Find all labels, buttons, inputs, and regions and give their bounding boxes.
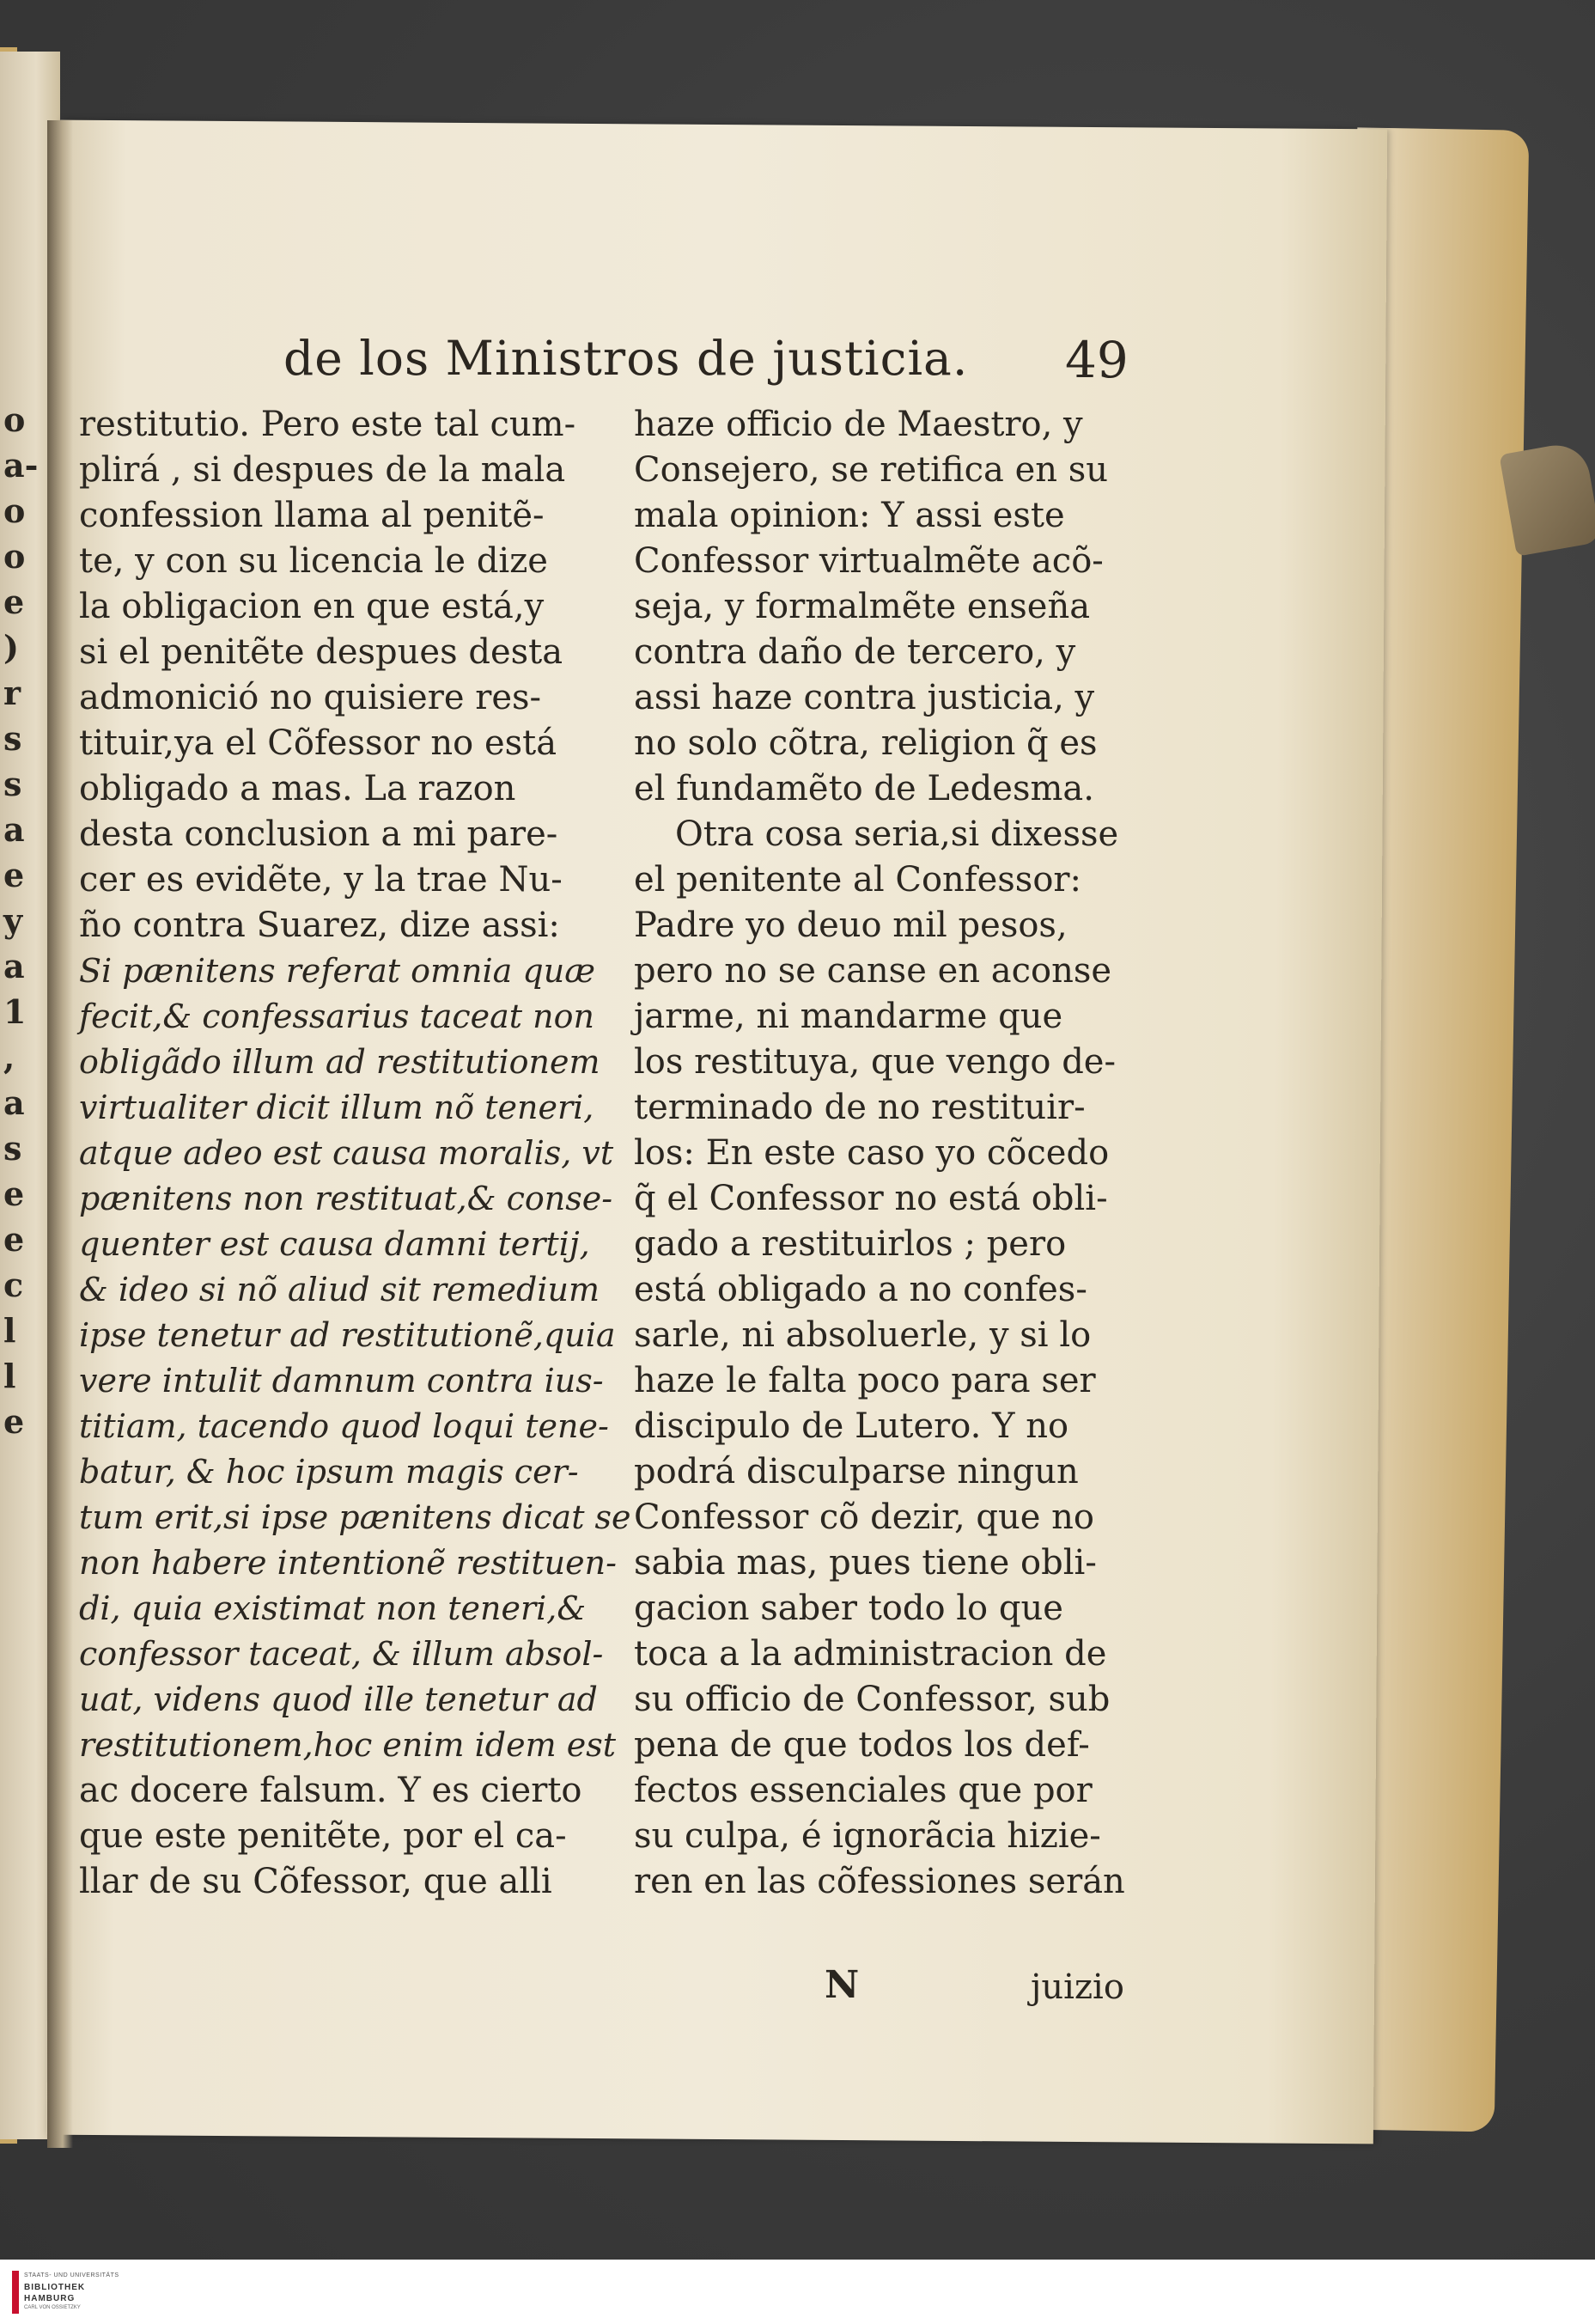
text-line: fecit,& confessarius taceat non — [79, 997, 594, 1035]
text-line: ipse tenetur ad restitutionẽ,quia — [79, 1316, 616, 1354]
text-line: admonició no quisiere res- — [79, 678, 542, 717]
text-line: sabia mas, pues tiene obli- — [634, 1543, 1097, 1583]
text-line: Otra cosa seria,si dixesse — [675, 814, 1119, 854]
text-line: obligado a mas. La razon — [79, 769, 516, 808]
text-line: si el penitẽte despues desta — [79, 632, 563, 672]
text-line: fectos essenciales que por — [634, 1771, 1093, 1810]
verso-fragment: 1 — [3, 992, 27, 1031]
text-line: Confessor cõ dezir, que no — [634, 1497, 1094, 1537]
verso-fragment: , — [3, 1038, 15, 1077]
text-line: los: En este caso yo cõcedo — [634, 1133, 1110, 1173]
verso-fragment: e — [3, 1174, 25, 1213]
text-line: tituir,ya el Cõfessor no está — [79, 723, 557, 763]
text-line: discipulo de Lutero. Y no — [634, 1406, 1069, 1446]
text-line: & ideo si nõ aliud sit remedium — [79, 1271, 600, 1308]
verso-fragment: ) — [3, 628, 19, 667]
text-line: la obligacion en que está,y — [79, 587, 545, 626]
logo-bar — [12, 2271, 19, 2314]
verso-fragment: s — [3, 765, 22, 803]
catchword: juizio — [1031, 1967, 1124, 2007]
library-logo — [12, 2271, 119, 2314]
text-line: ac docere falsum. Y es cierto — [79, 1771, 582, 1810]
verso-fragment: e — [3, 583, 25, 621]
text-line: el penitente al Confessor: — [634, 860, 1081, 900]
verso-fragment: y — [3, 901, 23, 940]
text-line: ño contra Suarez, dize assi: — [79, 906, 560, 945]
text-line: gado a restituirlos ; pero — [634, 1224, 1067, 1264]
text-line: los restituya, que vengo de- — [634, 1042, 1116, 1082]
verso-fragment: o — [3, 537, 26, 576]
text-line: sarle, ni absoluerle, y si lo — [634, 1315, 1092, 1355]
leather-tab — [1499, 440, 1595, 557]
text-line: uat, videns quod ille tenetur ad — [79, 1680, 598, 1718]
text-line: non habere intentionẽ restituen- — [79, 1544, 617, 1582]
verso-fragment: c — [3, 1266, 24, 1304]
text-line: plirá , si despues de la mala — [79, 450, 566, 490]
text-line: desta conclusion a mi pare- — [79, 814, 558, 854]
text-line: mala opinion: Y assi este — [634, 496, 1065, 535]
verso-fragment: r — [3, 674, 21, 712]
text-line: vere intulit damnum contra ius- — [79, 1362, 604, 1400]
text-line: su culpa, é ignorãcia hizie- — [634, 1816, 1101, 1856]
verso-fragment: l — [3, 1357, 16, 1395]
text-line: assi haze contra justicia, y — [634, 678, 1095, 717]
verso-fragment: a — [3, 947, 25, 985]
text-line: Si pænitens referat omnia quæ — [79, 952, 595, 990]
text-line: quenter est causa damni tertij, — [79, 1225, 590, 1263]
verso-fragment: s — [3, 719, 22, 758]
verso-fragment: a- — [3, 446, 39, 485]
text-line: Padre yo deuo mil pesos, — [634, 906, 1068, 945]
logo-line-2: BIBLIOTHEK — [24, 2283, 86, 2292]
verso-fragment: e — [3, 856, 25, 894]
text-line: te, y con su licencia le dize — [79, 541, 548, 581]
page-number: 49 — [1065, 331, 1129, 389]
signature-mark: N — [825, 1963, 860, 2007]
text-line: haze officio de Maestro, y — [634, 405, 1083, 444]
text-line: su officio de Confessor, sub — [634, 1680, 1111, 1719]
text-line: gacion saber todo lo que — [634, 1589, 1063, 1628]
text-line: batur, & hoc ipsum magis cer- — [79, 1453, 579, 1491]
text-line: que este penitẽte, por el ca- — [79, 1816, 567, 1856]
text-column-left — [79, 402, 631, 1905]
verso-fragment: a — [3, 1083, 25, 1122]
text-line: contra daño de tercero, y — [634, 632, 1076, 672]
verso-fragment: l — [3, 1311, 16, 1350]
text-line: ren en las cõfessiones serán — [634, 1862, 1125, 1901]
verso-fragment: o — [3, 400, 26, 439]
logo-line-3: HAMBURG — [24, 2294, 76, 2303]
verso-fragment: e — [3, 1220, 25, 1259]
text-line: está obligado a no confes- — [634, 1270, 1087, 1309]
footer-band — [0, 2260, 1595, 2324]
text-line: confession llama al penitẽ- — [79, 496, 545, 535]
text-line: confessor taceat, & illum absol- — [79, 1635, 604, 1673]
text-line: titiam, tacendo quod loqui tene- — [79, 1407, 609, 1445]
verso-fragment: o — [3, 491, 26, 530]
text-line: restitutio. Pero este tal cum- — [79, 405, 576, 444]
verso-fragment: e — [3, 1402, 25, 1441]
text-line: jarme, ni mandarme que — [634, 997, 1063, 1036]
text-line: q̃ el Confessor no está obli- — [634, 1179, 1108, 1218]
text-line: pænitens non restituat,& conse- — [79, 1180, 613, 1217]
verso-fragment: s — [3, 1129, 22, 1168]
gutter-shadow — [47, 120, 73, 2148]
running-head: de los Ministros de justicia. — [283, 331, 969, 386]
text-line: obligãdo illum ad restitutionem — [79, 1043, 600, 1081]
text-line: di, quia existimat non teneri,& — [79, 1589, 587, 1627]
text-line: llar de su Cõfessor, que alli — [79, 1862, 552, 1901]
text-line: cer es evidẽte, y la trae Nu- — [79, 860, 563, 900]
text-line: Consejero, se retifica en su — [634, 450, 1109, 490]
text-line: toca a la administracion de — [634, 1634, 1107, 1674]
logo-line-4: CARL VON OSSIETZKY — [24, 2305, 81, 2310]
text-line: el fundamẽto de Ledesma. — [634, 769, 1094, 808]
text-line: tum erit,si ipse pænitens dicat se — [79, 1498, 631, 1536]
text-column-right — [634, 402, 1142, 1905]
text-line: Confessor virtualmẽte acõ- — [634, 541, 1104, 581]
text-line: haze le falta poco para ser — [634, 1361, 1096, 1400]
text-line: pero no se canse en aconse — [634, 951, 1112, 991]
verso-fragment: a — [3, 810, 25, 849]
text-line: restitutionem,hoc enim idem est — [79, 1726, 616, 1764]
text-line: pena de que todos los def- — [634, 1725, 1090, 1765]
text-line: atque adeo est causa moralis, vt — [79, 1134, 614, 1172]
logo-line-1: STAATS- UND UNIVERSITÄTS — [24, 2272, 119, 2278]
text-line: no solo cõtra, religion q̃ es — [634, 723, 1098, 763]
text-line: seja, y formalmẽte enseña — [634, 587, 1091, 626]
text-line: terminado de no restituir- — [634, 1088, 1086, 1127]
text-line: virtualiter dicit illum nõ teneri, — [79, 1089, 594, 1126]
text-line: podrá disculparse ningun — [634, 1452, 1079, 1491]
